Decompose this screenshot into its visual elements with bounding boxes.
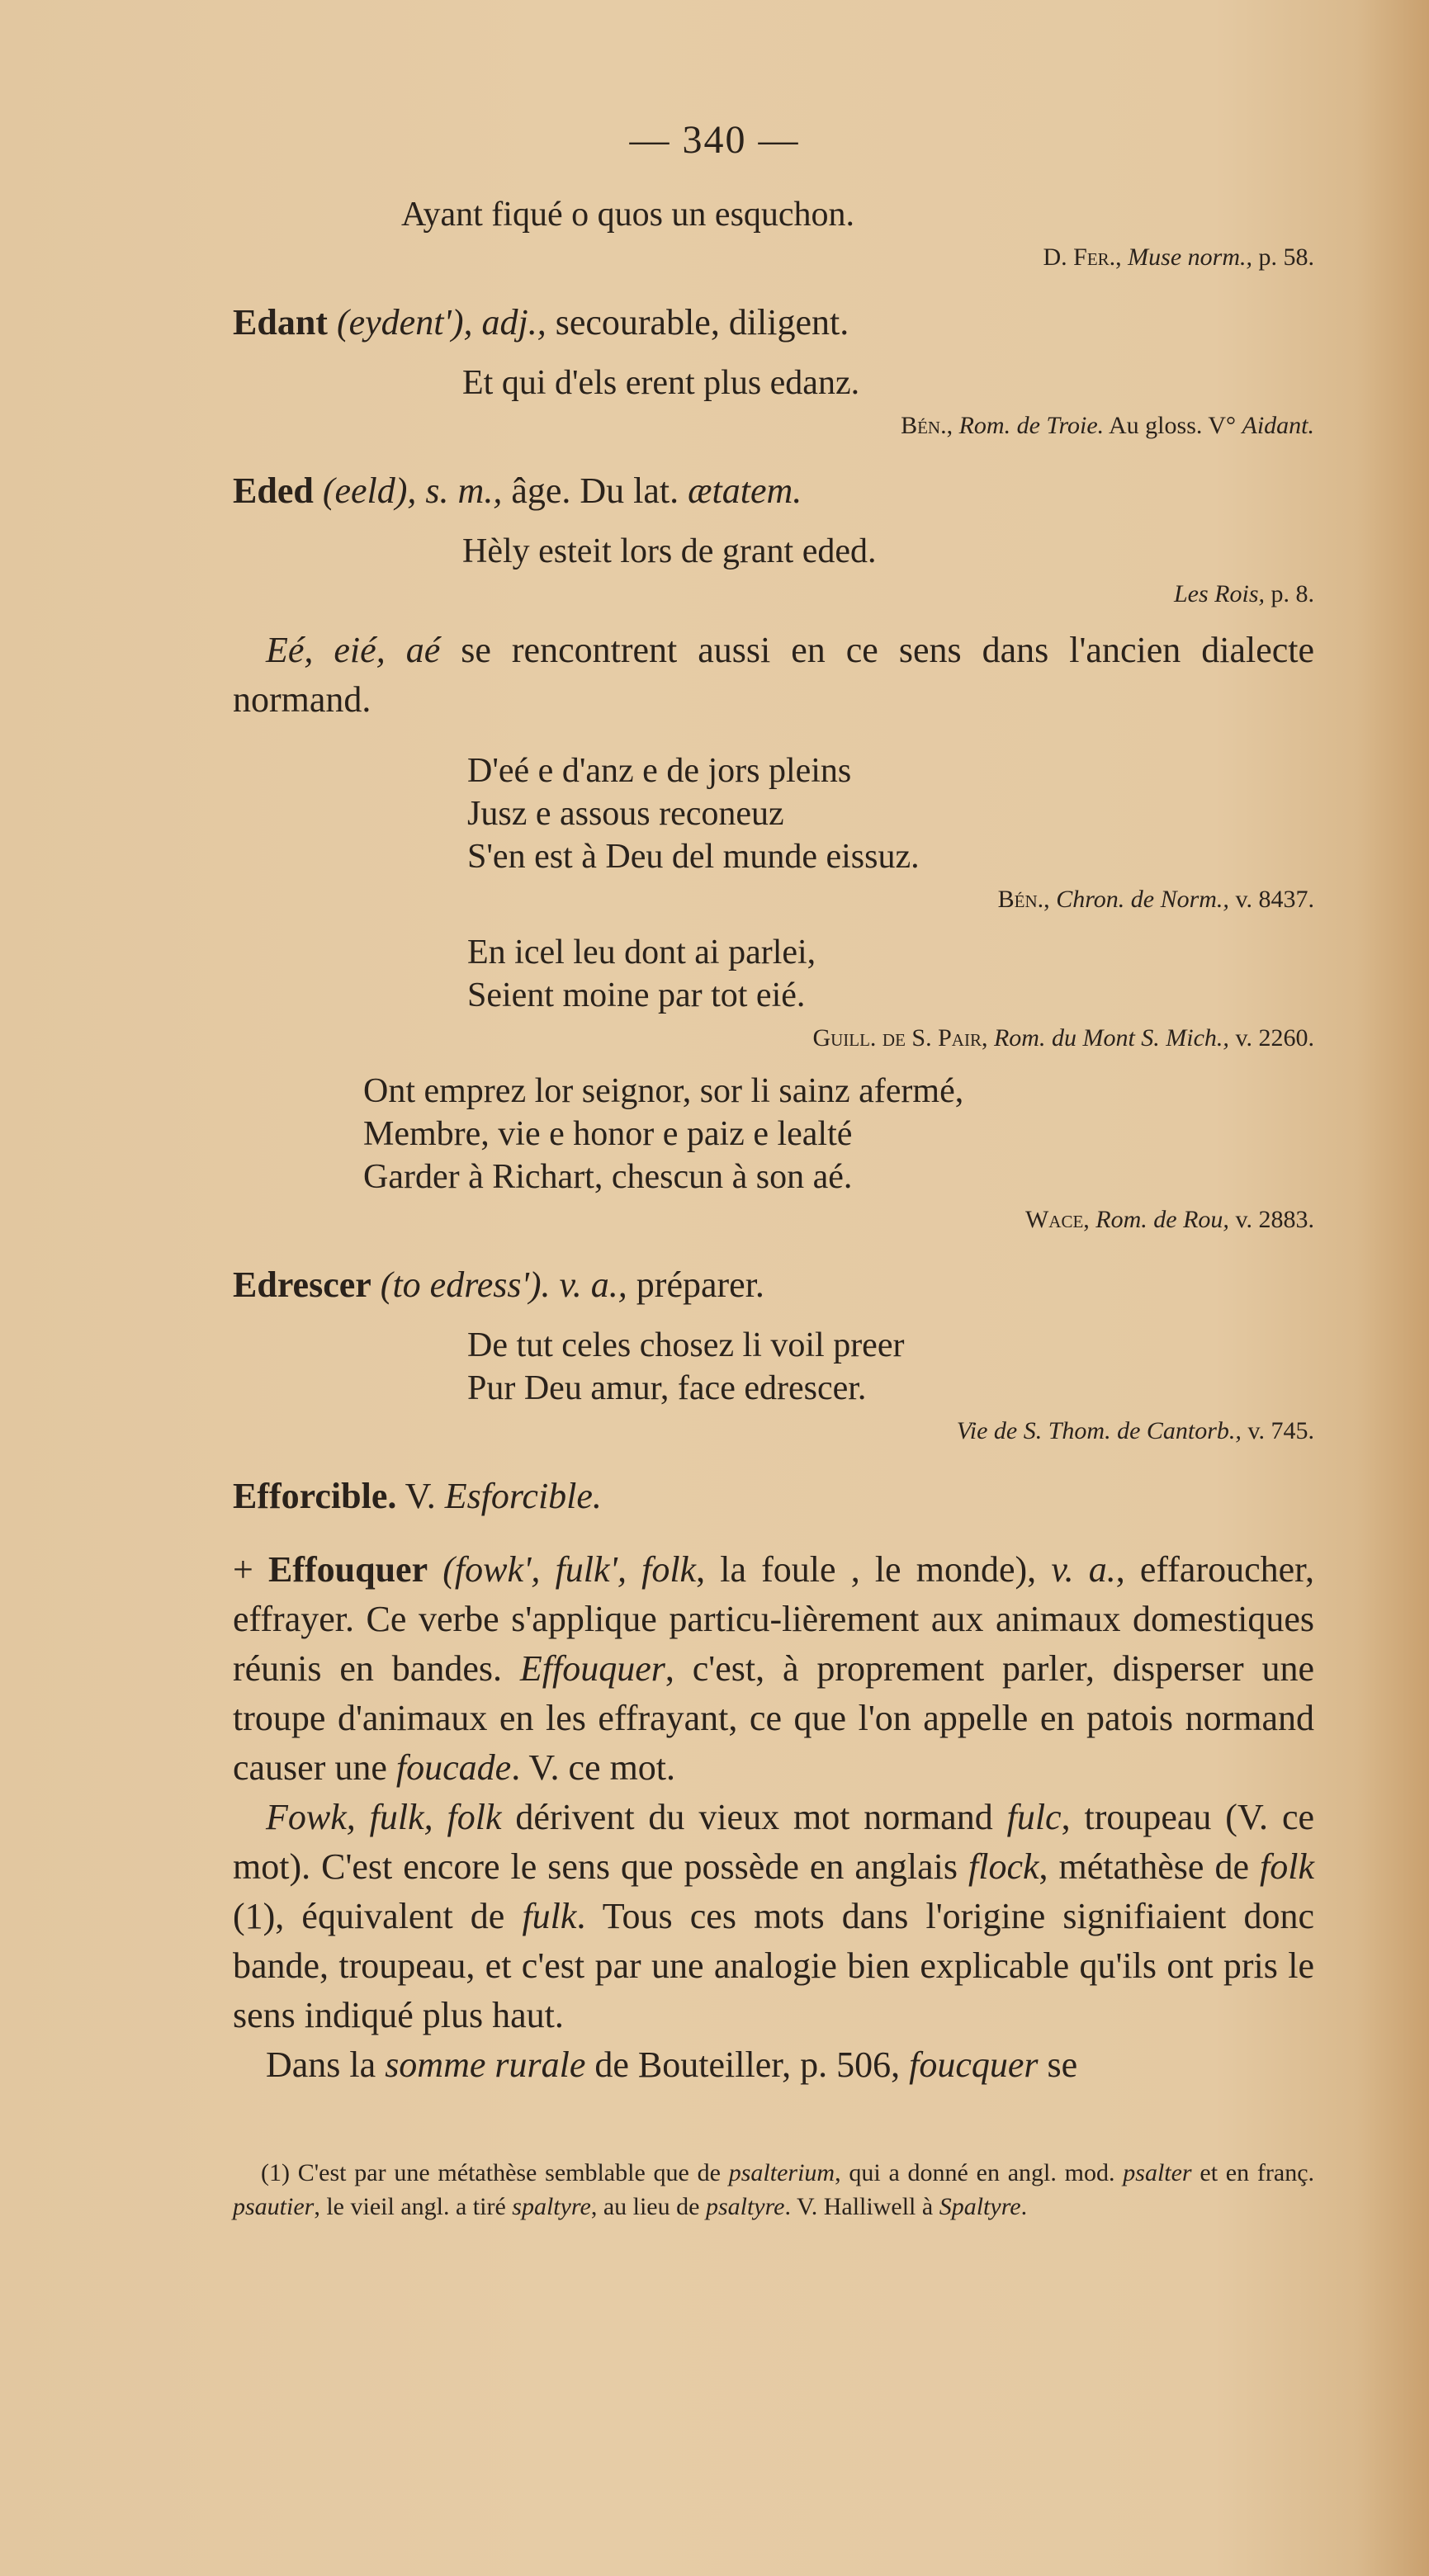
italic-word: psalterium xyxy=(728,2159,835,2186)
page-number: — 340 — xyxy=(629,118,800,162)
footnote-text: (1) C'est par une métathèse semblable que de xyxy=(261,2159,729,2186)
headword: Effouquer xyxy=(267,1549,428,1590)
footnote-text: . V. Halliwell à xyxy=(784,2193,939,2220)
line-text: , effaroucher, effrayer. Ce verbe s'applique particu- xyxy=(233,1549,1315,1639)
citation xyxy=(233,241,1314,274)
definition: secourable, diligent. xyxy=(555,302,849,343)
citation-author: Guill. de S. Pair, xyxy=(812,1024,988,1052)
part-of-speech: v. a., xyxy=(559,1264,627,1305)
citation-author: D. Fer., xyxy=(1043,243,1122,271)
latin-source: ætatem. xyxy=(688,470,802,511)
see-also-label: V. xyxy=(405,1476,436,1516)
definition: préparer. xyxy=(636,1264,764,1305)
dictionary-entry xyxy=(233,1472,1314,1520)
definition: , la foule , le monde), xyxy=(696,1549,1037,1590)
citation xyxy=(233,578,1314,611)
verse-line: S'en est à Deu del munde eissuz. xyxy=(467,838,920,876)
citation-location: p. 8. xyxy=(1270,580,1314,607)
citation-work: Rom. de Rou, xyxy=(1095,1206,1229,1233)
citation-location: v. 745. xyxy=(1247,1417,1314,1444)
verse-line: Hèly esteit lors de grant eded. xyxy=(462,532,877,570)
dictionary-entry xyxy=(233,467,1314,515)
verse-line: Ayant fiqué o quos un esquchon. xyxy=(401,196,855,234)
citation-author: Wace, xyxy=(1024,1206,1090,1233)
citation-work: Rom. de Troie. xyxy=(958,412,1105,439)
citation-author: Bén., xyxy=(901,412,953,439)
citation xyxy=(233,1203,1314,1236)
italic-title: somme rurale xyxy=(385,2044,586,2085)
footnote-text: , au lieu de xyxy=(590,2193,706,2220)
italic-word: flock xyxy=(968,1846,1039,1887)
verse-line: En icel leu dont ai parlei, xyxy=(467,934,816,971)
verse-line: De tut celes chosez li voil preer xyxy=(467,1326,905,1364)
italic-word: psaltyre xyxy=(705,2193,785,2220)
part-of-speech: s. m., xyxy=(425,470,503,511)
footnote-text: , qui a donné en angl. mod. xyxy=(835,2159,1124,2186)
italic-word: folk xyxy=(1260,1846,1314,1887)
verse-line: D'eé e d'anz e de jors pleins xyxy=(467,752,852,790)
citation-location: v. 2260. xyxy=(1235,1024,1314,1052)
definition: âge. Du lat. xyxy=(511,470,679,511)
paragraph-text: (1), équivalent de xyxy=(233,1896,523,1936)
line-text: . V. ce mot. xyxy=(511,1747,676,1788)
headword: Edrescer xyxy=(233,1264,371,1305)
verse-line: Et qui d'els erent plus edanz. xyxy=(462,364,860,402)
citation xyxy=(233,409,1314,442)
footnote-text: , le vieil angl. a tiré xyxy=(314,2193,513,2220)
paragraph-text: se rencontrent aussi en ce sens dans l'ancien dialecte normand. xyxy=(233,630,1315,720)
paragraph-text: . Tous ces mots dans l'origine signifiaient donc bande, troupeau, et c'est par une analogie bien explicable qu'ils ont pris le sens indiqué plus haut. xyxy=(233,1896,1314,2035)
paragraph-text: se xyxy=(1038,2044,1078,2085)
verse-line: Pur Deu amur, face edrescer. xyxy=(467,1369,867,1407)
verse-line: Ont emprez lor seignor, sor li sainz afermé, xyxy=(363,1072,964,1110)
etymology: (to edress'). xyxy=(380,1264,551,1305)
line-text: normand causer une xyxy=(233,1698,1315,1788)
page-body xyxy=(233,193,1314,2224)
citation-location: p. 58. xyxy=(1258,243,1314,271)
citation-location: Au gloss. V° xyxy=(1109,412,1236,439)
footnote-text: . xyxy=(1020,2193,1028,2220)
citation-location: v. 8437. xyxy=(1235,886,1314,913)
headword: Eded xyxy=(233,470,314,511)
etymology: (eeld), xyxy=(322,470,417,511)
citation-work: Chron. de Norm., xyxy=(1056,886,1229,913)
verse-line: Seient moine par tot eié. xyxy=(467,976,806,1014)
variant-forms: Eé, eié, aé xyxy=(266,630,441,670)
paragraph-text: dérivent du vieux mot normand xyxy=(501,1797,1007,1837)
new-word-marker: + xyxy=(233,1549,253,1590)
citation-location: v. 2883. xyxy=(1235,1206,1314,1233)
part-of-speech: adj., xyxy=(481,302,547,343)
see-also-reference: Esforcible. xyxy=(444,1476,602,1516)
paragraph-text: de Bouteiller, p. 506, xyxy=(585,2044,910,2085)
italic-word: fulk xyxy=(522,1896,577,1936)
etymology: (eydent'), xyxy=(336,302,473,343)
paragraph xyxy=(233,626,1314,725)
dictionary-entry xyxy=(233,1261,1314,1309)
dictionary-entry xyxy=(233,299,1314,347)
paragraph xyxy=(233,1793,1314,2040)
verse-line: Membre, vie e honor e paiz e lealté xyxy=(363,1115,853,1153)
italic-word: Spaltyre xyxy=(939,2193,1021,2220)
dictionary-entry xyxy=(233,1545,1314,1793)
paragraph-text: , métathèse de xyxy=(1039,1846,1260,1887)
etymology: (fowk', fulk', folk xyxy=(442,1549,697,1590)
italic-word: psalter xyxy=(1123,2159,1192,2186)
citation xyxy=(233,1022,1314,1055)
paragraph xyxy=(233,2040,1314,2090)
footnote-text: et en franç. xyxy=(1191,2159,1315,2186)
line-text: , c'est, à proprement parler, disperser une troupe xyxy=(233,1648,1315,1738)
citation-reference: Aidant. xyxy=(1242,412,1314,439)
headword: Edant xyxy=(233,302,328,343)
part-of-speech: v. a. xyxy=(1051,1549,1116,1590)
italic-word: fulc xyxy=(1006,1797,1062,1837)
verse-line: Garder à Richart, chescun à son aé. xyxy=(363,1158,853,1196)
italic-word: psautier xyxy=(233,2193,315,2220)
verse-line: Jusz e assous reconeuz xyxy=(467,795,784,833)
line-text: lièrement aux animaux domestiques réunis en bandes. xyxy=(233,1599,1315,1689)
italic-word: foucquer xyxy=(909,2044,1039,2085)
citation-work: Muse norm., xyxy=(1128,243,1252,271)
line-text: d'animaux en les effrayant, ce que l'on appelle en patois xyxy=(337,1698,1174,1738)
citation-author: Bén., xyxy=(997,886,1050,913)
citation-work: Les Rois, xyxy=(1173,580,1265,607)
citation xyxy=(233,883,1314,916)
italic-word: spaltyre xyxy=(512,2193,591,2220)
cross-reference: foucade xyxy=(395,1747,512,1788)
paragraph-text: Dans la xyxy=(266,2044,386,2085)
citation-work: Rom. du Mont S. Mich., xyxy=(993,1024,1229,1052)
citation-work: Vie de S. Thom. de Cantorb., xyxy=(956,1417,1242,1444)
headword-italic: Effouquer xyxy=(519,1648,665,1689)
paragraph-text: , troupeau (V. ce mot). C'est encore le sens que possède en anglais xyxy=(233,1797,1315,1887)
italic-forms: Fowk, fulk, folk xyxy=(266,1797,502,1837)
headword: Efforcible. xyxy=(233,1476,397,1516)
footnote xyxy=(233,2156,1314,2224)
citation xyxy=(233,1415,1314,1448)
